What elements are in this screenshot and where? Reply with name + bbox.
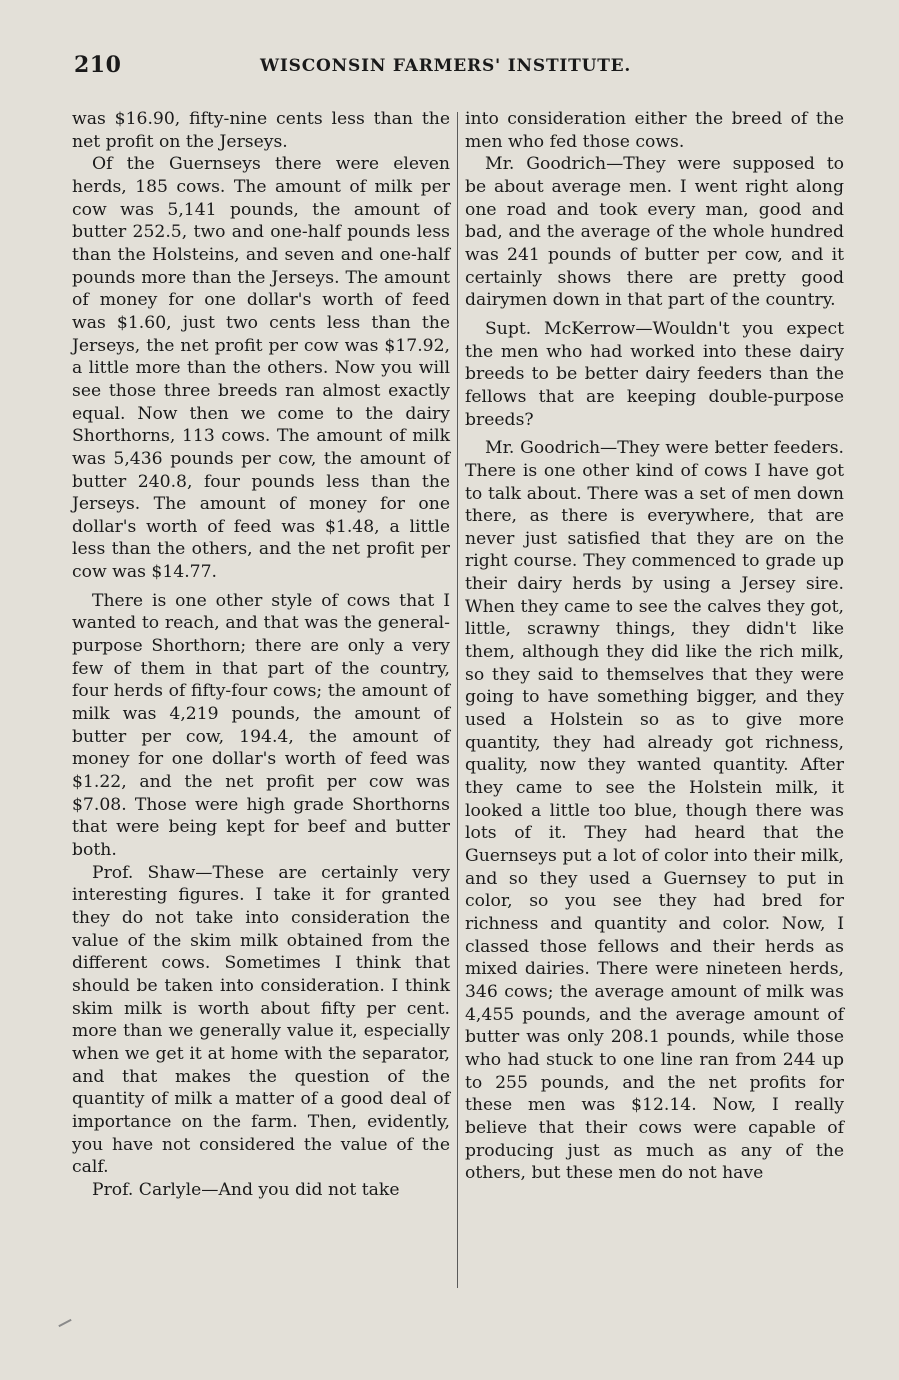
left-column <box>72 108 450 1202</box>
column-divider <box>457 112 458 1288</box>
paragraph: Of the Guernseys there were eleven herds, 185 cows. The amount of milk per cow was 5,141 pounds, the amount of butter 252.5, two and one-half pounds less than the Holsteins, and seven and one-half pounds more than the Jerseys. The amount of money for one dollar's worth of feed was $1.60, just two cents less than the Jerseys, the net profit per cow was $17.92, a little more than the others. Now you will see those three breeds ran almost exactly equal. Now then we come to the dairy Shorthorns, 113 cows. The amount of milk was 5,436 pounds per cow, the amount of butter 240.8, four pounds less than the Jerseys. The amount of money for one dollar's worth of feed was $1.48, a little less than the others, and the net profit per cow was $14.77. <box>72 154 450 583</box>
paragraph: There is one other style of cows that I wanted to reach, and that was the general-purpose Shorthorn; there are only a very few of them in that part of the country, four herds of fifty-four cows; the amount of milk was 4,219 pounds, the amount of butter per cow, 194.4, the amount of money for one dollar's worth of feed was $1.22, and the net profit per cow was $7.08. Those were high grade Shorthorns that were being kept for beef and butter both. <box>72 590 450 860</box>
paragraph: Supt. McKerrow—Wouldn't you expect the men who had worked into these dairy breeds to be better dairy feeders than the fellows that are keeping double-purpose breeds? <box>465 318 844 430</box>
scan-mark <box>58 1319 71 1327</box>
paragraph: Prof. Carlyle—And you did not take <box>92 1179 400 1200</box>
paragraph: into consideration either the breed of the men who fed those cows. <box>465 109 844 152</box>
page-number: 210 <box>74 52 122 78</box>
paragraph: Mr. Goodrich—They were supposed to be about average men. I went right along one road and took every man, good and bad, and the average of the whole hundred was 241 pounds of butter per cow, and it certainly shows there are pretty good dairymen down in that part of the country. <box>465 154 844 311</box>
page-header <box>74 52 666 84</box>
paragraph: Mr. Goodrich—They were better feeders. There is one other kind of cows I have got to talk about. There was a set of men down there, as there is everywhere, that are never just satisfied that they are on the right course. They commenced to grade up their dairy herds by using a Jersey sire. When they came to see the calves they got, little, scrawny things, they didn't like them, although they did like the rich milk, so they said to themselves that they were going to have something bigger, and they used a Holstein so as to give more quantity, they had already got richness, quality, now they wanted quantity. After they came to see the Holstein milk, it looked a little too blue, though there was lots of it. They had heard that the Guernseys put a lot of color into their milk, and so they used a Guernsey to put in color, so you see they had bred for richness and quantity and color. Now, I classed those fellows and their herds as mixed dairies. There were nineteen herds, 346 cows; the average amount of milk was 4,455 pounds, and the average amount of butter was only 208.1 pounds, while those who had stuck to one line ran from 244 up to 255 pounds, and the net profits for these men was $12.14. Now, I really believe that their cows were capable of producing just as much as any of the others, but these men do not have <box>465 438 844 1184</box>
running-title: WISCONSIN FARMERS' INSTITUTE. <box>260 56 632 76</box>
paragraph: Prof. Shaw—These are certainly very interesting figures. I take it for granted they do not take into consideration the value of the skim milk obtained from the different cows. Sometimes I think that should be taken into consideration. I think skim milk is worth about fifty per cent. more than we generally value it, especially when we get it at home with the separator, and that makes the question of the quantity of milk a matter of a good deal of importance on the farm. Then, evidently, you have not considered the value of the calf. <box>72 862 450 1178</box>
right-column <box>465 108 844 1185</box>
paragraph: was $16.90, fifty-nine cents less than the net profit on the Jerseys. <box>72 109 450 152</box>
